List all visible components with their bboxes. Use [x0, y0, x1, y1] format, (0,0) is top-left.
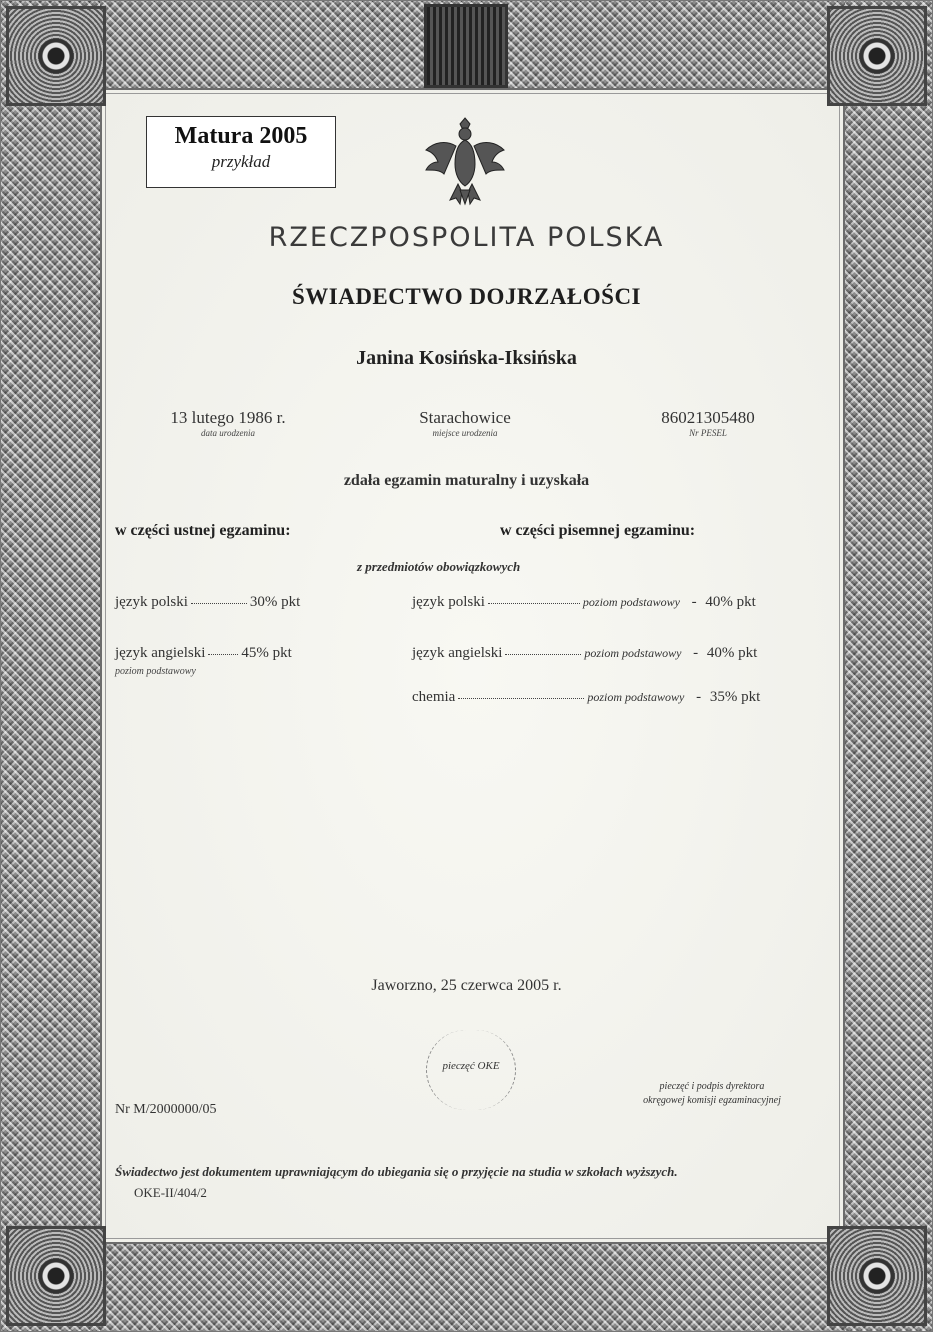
written-subject: język angielski [412, 645, 503, 661]
pesel-number: 86021305480 [661, 408, 755, 427]
corner-ornament-top-left [6, 6, 106, 106]
oral-part-heading: w części ustnej egzaminu: [115, 522, 291, 539]
signature-label-line: pieczęć i podpis dyrektora [659, 1081, 765, 1092]
birth-date: 13 lutego 1986 r. [170, 408, 286, 427]
written-dash: - [693, 645, 699, 661]
oral-score: 45% pkt [241, 645, 292, 661]
document-title: ŚWIADECTWO DOJRZAŁOŚCI [291, 284, 642, 309]
corner-ornament-bottom-left [6, 1226, 106, 1326]
issue-place-date: Jaworzno, 25 czerwca 2005 r. [371, 977, 562, 994]
form-code: OKE-II/404/2 [134, 1185, 207, 1200]
birth-place-block [355, 408, 575, 438]
sample-badge [146, 116, 336, 188]
signature-label-line: okręgowej komisji egzaminacyjnej [643, 1095, 781, 1106]
written-result-row [412, 645, 757, 662]
birth-date-label: data urodzenia [201, 428, 255, 438]
oral-subject: język polski [115, 594, 188, 610]
written-score: 40% pkt [706, 645, 758, 661]
badge-subtitle: przykład [211, 152, 271, 171]
student-name: Janina Kosińska-Iksińska [356, 347, 577, 369]
written-result-row [412, 689, 760, 706]
signature-label [612, 1080, 812, 1108]
corner-ornament-top-right [827, 6, 927, 106]
footnote: Świadectwo jest dokumentem uprawniającym do ubiegania się o przyjęcie na studia w szkołach wyższych. [115, 1164, 678, 1179]
mandatory-subjects-label: z przedmiotów obowiązkowych [357, 559, 521, 574]
written-subject: chemia [412, 689, 456, 705]
written-level: poziom podstawowy [584, 646, 682, 660]
written-level: poziom podstawowy [582, 595, 680, 609]
written-subject: język polski [412, 594, 485, 610]
birth-place: Starachowice [419, 408, 511, 427]
oral-score: 30% pkt [249, 594, 301, 610]
written-part-heading: w części pisemnej egzaminu: [500, 522, 696, 539]
written-score: 35% pkt [709, 689, 761, 705]
pesel-label: Nr PESEL [689, 428, 727, 438]
written-level: poziom podstawowy [587, 690, 685, 704]
written-score: 40% pkt [705, 594, 756, 610]
oral-level: poziom podstawowy [115, 666, 196, 677]
exam-statement: zdała egzamin maturalny i uzyskała [343, 472, 590, 489]
oral-result-row [115, 645, 292, 662]
certificate-number: Nr M/2000000/05 [115, 1102, 217, 1117]
oral-subject: język angielski [115, 645, 206, 661]
badge-title: Matura 2005 [174, 123, 308, 149]
top-center-ornament [424, 4, 508, 88]
eagle-emblem-icon [420, 110, 510, 210]
pesel-block [598, 408, 818, 438]
oral-result-row [115, 594, 300, 611]
birth-place-label: miejsce urodzenia [432, 428, 498, 438]
corner-ornament-bottom-right [827, 1226, 927, 1326]
seal-placeholder: pieczęć OKE [426, 1030, 516, 1110]
birth-date-block [118, 408, 338, 438]
written-result-row [412, 594, 756, 611]
written-dash: - [691, 594, 697, 610]
republic-header: RZECZPOSPOLITA POLSKA [268, 222, 665, 253]
written-dash: - [696, 689, 702, 705]
